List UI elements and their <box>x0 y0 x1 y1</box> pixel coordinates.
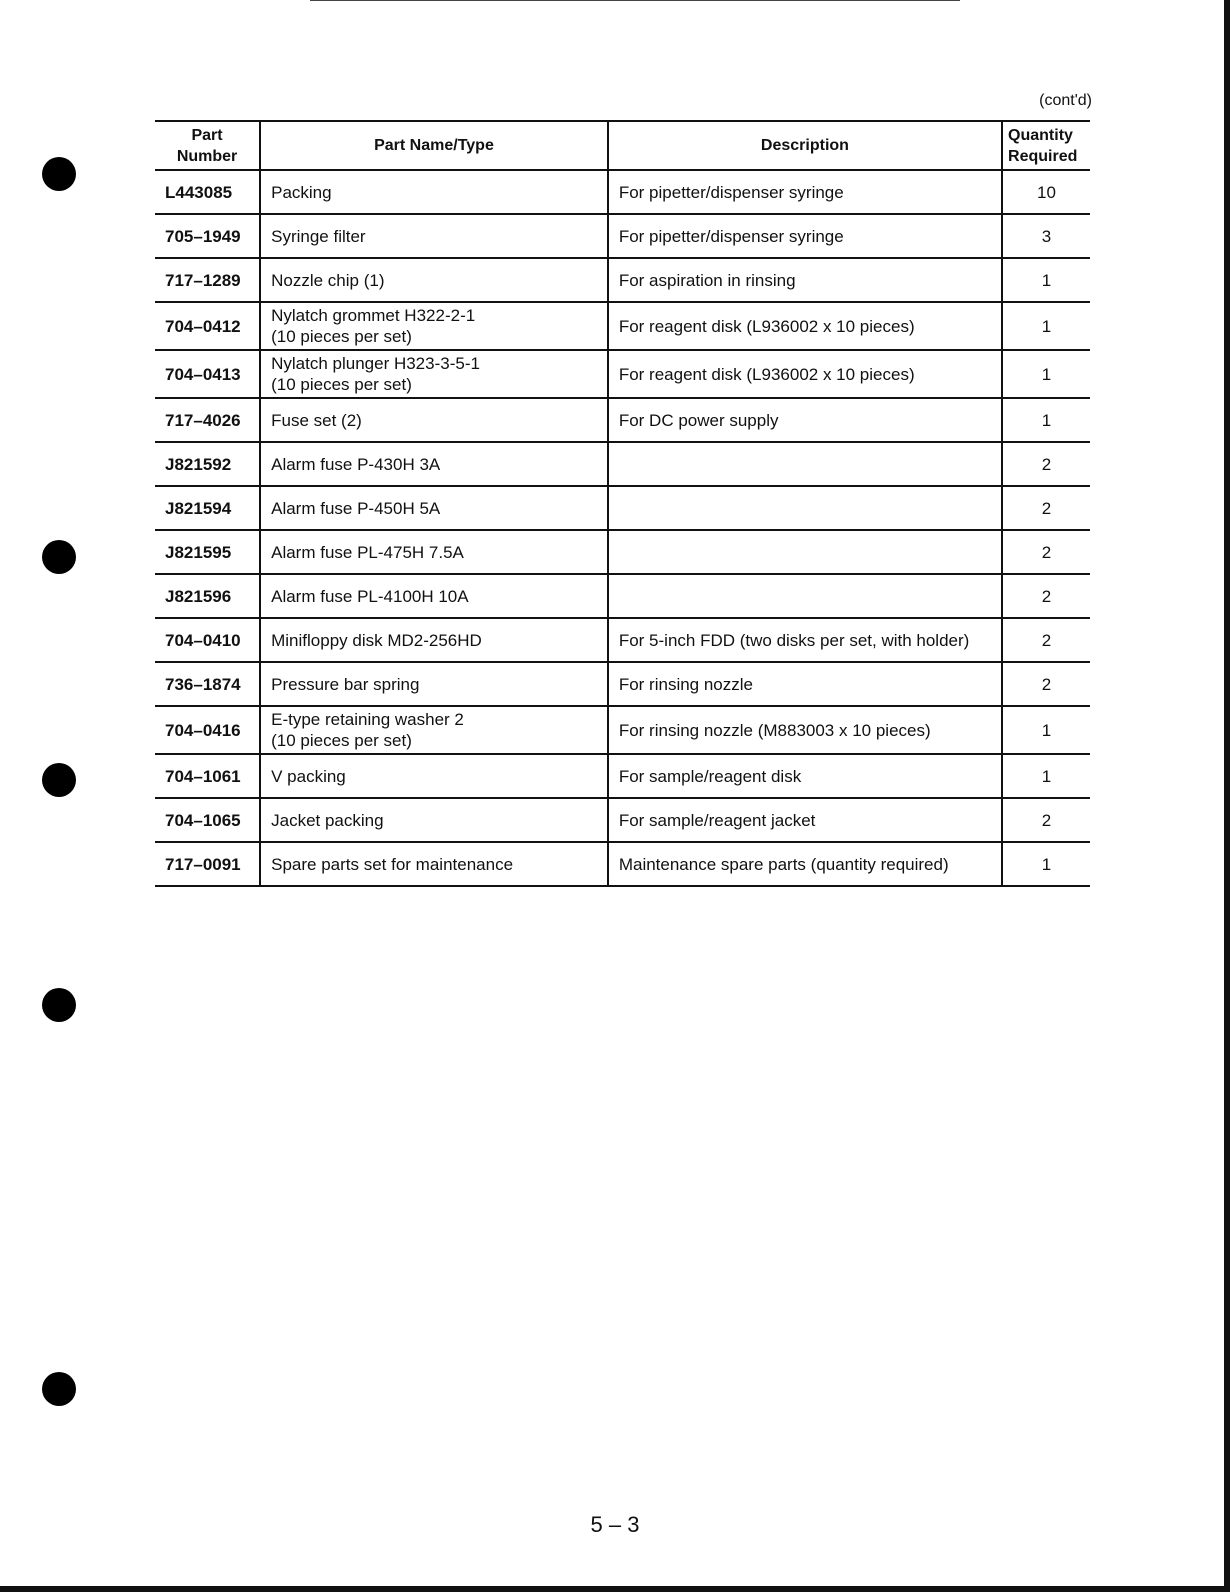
part-description: For sample/reagent disk <box>608 754 1002 798</box>
table-row <box>155 574 1090 618</box>
part-description: For reagent disk (L936002 x 10 pieces) <box>608 302 1002 350</box>
table-row <box>155 398 1090 442</box>
part-name: Fuse set (2) <box>260 398 608 442</box>
part-name: Jacket packing <box>260 798 608 842</box>
part-quantity: 2 <box>1002 530 1090 574</box>
part-quantity: 1 <box>1002 258 1090 302</box>
part-name: Syringe filter <box>260 214 608 258</box>
part-description: For rinsing nozzle <box>608 662 1002 706</box>
part-name: Alarm fuse PL-4100H 10A <box>260 574 608 618</box>
part-name: Alarm fuse P-450H 5A <box>260 486 608 530</box>
page-number: 5 – 3 <box>590 1512 640 1537</box>
part-number: J821595 <box>155 530 260 574</box>
part-number: 717–0091 <box>155 842 260 886</box>
part-name: Nozzle chip (1) <box>260 258 608 302</box>
part-quantity: 1 <box>1002 842 1090 886</box>
part-number: J821594 <box>155 486 260 530</box>
part-name: Alarm fuse P-430H 3A <box>260 442 608 486</box>
header-part-name: Part Name/Type <box>260 121 608 170</box>
part-name: Spare parts set for maintenance <box>260 842 608 886</box>
header-part-number: Part Number <box>155 121 260 170</box>
table-row <box>155 170 1090 214</box>
part-quantity: 2 <box>1002 574 1090 618</box>
table-row <box>155 442 1090 486</box>
part-quantity: 1 <box>1002 706 1090 754</box>
part-description: For rinsing nozzle (M883003 x 10 pieces) <box>608 706 1002 754</box>
part-description: For pipetter/dispenser syringe <box>608 214 1002 258</box>
part-number: 736–1874 <box>155 662 260 706</box>
scan-bottom-edge <box>0 1586 1230 1592</box>
table-row <box>155 662 1090 706</box>
table-row <box>155 618 1090 662</box>
part-quantity: 3 <box>1002 214 1090 258</box>
table-row <box>155 214 1090 258</box>
part-number: 704–0410 <box>155 618 260 662</box>
part-name: Nylatch grommet H322-2-1 (10 pieces per set) <box>260 302 608 350</box>
binder-hole <box>42 540 76 574</box>
top-rule <box>310 0 960 1</box>
table-row <box>155 842 1090 886</box>
part-description <box>608 486 1002 530</box>
part-number: 704–0412 <box>155 302 260 350</box>
part-quantity: 1 <box>1002 302 1090 350</box>
part-number: J821596 <box>155 574 260 618</box>
part-description <box>608 574 1002 618</box>
table-header-row <box>155 121 1090 170</box>
part-quantity: 1 <box>1002 398 1090 442</box>
part-description <box>608 530 1002 574</box>
part-quantity: 1 <box>1002 754 1090 798</box>
continued-label: (cont'd) <box>1039 92 1092 109</box>
binder-hole <box>42 988 76 1022</box>
part-description: For 5-inch FDD (two disks per set, with holder) <box>608 618 1002 662</box>
binder-hole <box>42 763 76 797</box>
part-quantity: 10 <box>1002 170 1090 214</box>
scan-right-edge <box>1224 0 1230 1592</box>
part-number: 704–0413 <box>155 350 260 398</box>
table-row <box>155 258 1090 302</box>
header-description: Description <box>608 121 1002 170</box>
part-quantity: 2 <box>1002 662 1090 706</box>
part-description: For DC power supply <box>608 398 1002 442</box>
part-quantity: 2 <box>1002 798 1090 842</box>
part-quantity: 2 <box>1002 618 1090 662</box>
part-quantity: 2 <box>1002 486 1090 530</box>
part-number: 704–1065 <box>155 798 260 842</box>
table-row <box>155 798 1090 842</box>
part-description: For pipetter/dispenser syringe <box>608 170 1002 214</box>
part-quantity: 2 <box>1002 442 1090 486</box>
table-row <box>155 754 1090 798</box>
part-number: 717–1289 <box>155 258 260 302</box>
binder-hole <box>42 1372 76 1406</box>
part-number: 705–1949 <box>155 214 260 258</box>
part-number: J821592 <box>155 442 260 486</box>
part-description: For aspiration in rinsing <box>608 258 1002 302</box>
part-quantity: 1 <box>1002 350 1090 398</box>
parts-table <box>155 120 1090 887</box>
part-name: Nylatch plunger H323-3-5-1 (10 pieces per set) <box>260 350 608 398</box>
table-row <box>155 350 1090 398</box>
part-name: E-type retaining washer 2 (10 pieces per set) <box>260 706 608 754</box>
part-description: For sample/reagent jacket <box>608 798 1002 842</box>
part-name: Alarm fuse PL-475H 7.5A <box>260 530 608 574</box>
part-name: Packing <box>260 170 608 214</box>
table-row <box>155 706 1090 754</box>
part-description: Maintenance spare parts (quantity required) <box>608 842 1002 886</box>
table-row <box>155 486 1090 530</box>
header-quantity: Quantity Required <box>1002 121 1090 170</box>
part-name: Pressure bar spring <box>260 662 608 706</box>
part-name: Minifloppy disk MD2-256HD <box>260 618 608 662</box>
part-number: 704–1061 <box>155 754 260 798</box>
table-row <box>155 302 1090 350</box>
part-number: 704–0416 <box>155 706 260 754</box>
part-name: V packing <box>260 754 608 798</box>
table-row <box>155 530 1090 574</box>
part-description: For reagent disk (L936002 x 10 pieces) <box>608 350 1002 398</box>
part-number: 717–4026 <box>155 398 260 442</box>
part-description <box>608 442 1002 486</box>
binder-hole <box>42 157 76 191</box>
part-number: L443085 <box>155 170 260 214</box>
